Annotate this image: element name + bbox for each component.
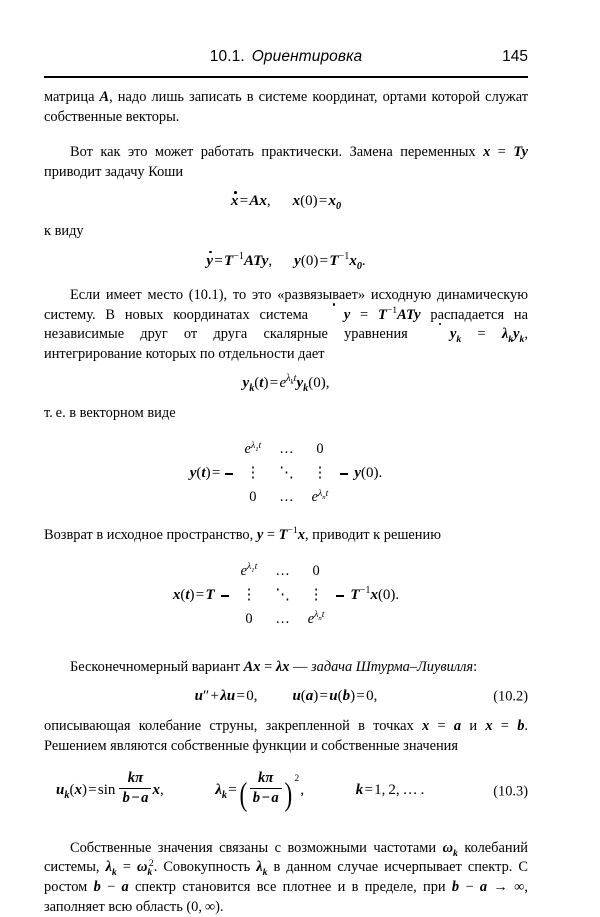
header-rule — [44, 76, 528, 78]
matrix-x-lhs: x(t) = T — [172, 587, 215, 604]
section-title: Ориентировка — [251, 48, 363, 65]
page-content — [44, 88, 528, 917]
equation-yk: $y_k(t)$ = $e^{\lambda_kt}y_k(0)$, — [242, 373, 330, 395]
matrix-bracket-left — [221, 595, 229, 597]
fraction-kpi-over-b-minus-a: $\frac{k\pi}{b - a}$ — [119, 770, 151, 806]
page-header — [44, 48, 528, 74]
equation-matrix-y — [44, 438, 528, 510]
equation-10-3-wrap — [44, 770, 528, 812]
paragraph-3: к виду — [44, 223, 84, 240]
equation-10-2: u″ + λu = 0, u(a) = u(b) = 0, — [194, 688, 378, 705]
paragraph-4: Если имеет место (10.1), то это «развязывает» исходную динамическую систему. В новых координатах система $y = T^{-1}ATy$ распадается на независимые друг от друга скалярные уравнения $y_k = \lambda_ky_k$, интегрирование которых по отдельности дает — [44, 286, 528, 362]
diagonal-matrix-x — [232, 560, 334, 632]
matrix-row: 0 … $e^{\lambda_nt}$ — [249, 487, 329, 506]
page-number: 145 — [502, 48, 528, 65]
equation-matrix-x — [44, 560, 528, 632]
equation-y-system: y = $T^{-1}ATy$, y(0) = $T^{-1}x_0$. — [206, 250, 366, 272]
running-head-title — [44, 48, 528, 66]
fraction-kpi-over-b-minus-a: $\frac{k\pi}{b - a}$ — [250, 770, 282, 806]
matrix-bracket-left — [225, 473, 233, 475]
paragraph-9: Собственные значения связаны с возможными частотами $\omega_k$ колебаний системы, $\lambda_k = \omega_k^2$. Совокупность $\lambda_k$ в данном случае исчерпывает спектр. С ростом b − a спектр становится все плотнее и в пределе, при b − a → ∞, заполняет всю область (0, ∞). — [44, 839, 528, 915]
matrix-x-rhs: $T^{-1}x(0)$. — [350, 585, 400, 604]
section-number: 10.1. — [209, 48, 245, 65]
equation-cauchy: x = Ax, x(0) = $x_0$ — [230, 193, 342, 213]
paragraph-5: т. е. в векторном виде — [44, 405, 176, 422]
equation-number-10-3: (10.3) — [493, 783, 528, 800]
matrix-bracket-right — [336, 595, 344, 597]
matrix-row: ⋮ ⋱ ⋮ — [241, 587, 324, 604]
paragraph-7: Бесконечномерный вариант Ax = λx — задача Штурма–Лиувилля: — [70, 658, 478, 675]
paragraph-2: Вот как это может работать практически. Замена переменных x = Ty приводит задачу Коши — [44, 144, 528, 180]
matrix-y-lhs: y(t) = — [189, 465, 222, 482]
matrix-row: 0 … $e^{\lambda_nt}$ — [245, 609, 325, 628]
paragraph-6: Возврат в исходное пространство, $y = T^{-1}x$, приводит к решению — [44, 525, 441, 543]
equation-10-3: $u_k(x)$ = sin $\frac{k\pi}{b - a}$ x, $\lambda_k$ = ( $\frac{k\pi}{b - a}$ ) $^2$ , k = 1, 2, … . — [56, 770, 425, 812]
equation-10-2-wrap — [44, 688, 528, 705]
diagonal-matrix-y — [236, 438, 338, 510]
matrix-row: $e^{\lambda_1t}$ … 0 — [240, 561, 320, 580]
matrix-row: ⋮ ⋱ ⋮ — [245, 465, 328, 482]
matrix-y-rhs: y(0). — [354, 465, 383, 482]
paragraph-1: матрица A, надо лишь записать в системе координат, ортами которой служат собственные векторы. — [44, 89, 528, 125]
matrix-row: $e^{\lambda_1t}$ … 0 — [244, 439, 324, 458]
equation-number-10-2: (10.2) — [493, 688, 528, 705]
matrix-bracket-right — [340, 473, 348, 475]
paragraph-8: описывающая колебание струны, закрепленной в точках x = a и x = b. Решением являются собственные функции и собственные значения — [44, 718, 529, 754]
